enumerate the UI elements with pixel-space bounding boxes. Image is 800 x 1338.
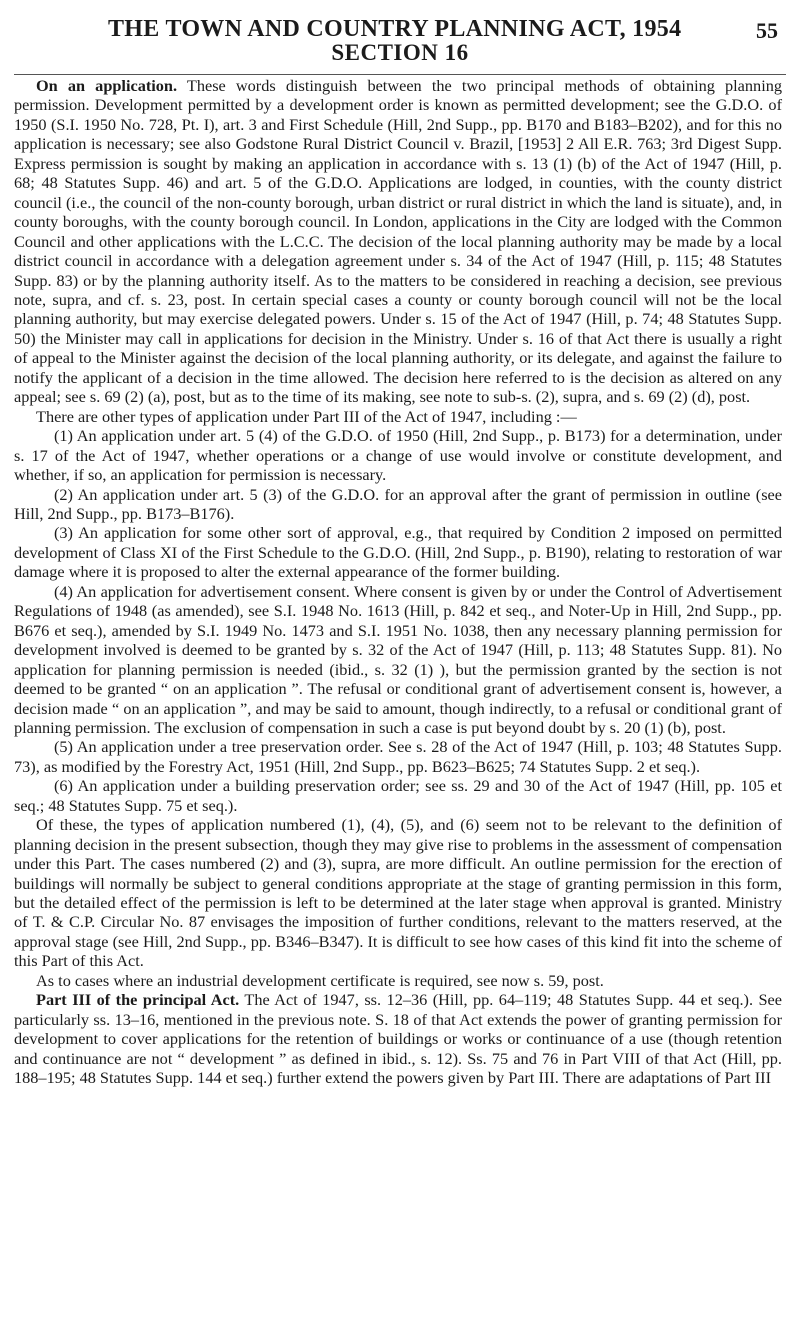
paragraph [14,523,782,581]
paragraph-text: (4) An application for advertisement consent. Where consent is given by or under the Control of Advertisement Regulations of 1948 (as amended), see S.I. 1948 No. 1613 (Hill, p. 842 et seq., and Noter-Up in Hill, 2nd Supp., pp. B676 et seq.), amended by S.I. 1949 No. 1473 and S.I. 1951 No. 1038, then any necessary planning permission for development involved is deemed to be granted by s. 32 of the Act of 1947 (Hill, p. 113; 48 Statutes Supp. 81). No application for planning permission is needed (ibid., s. 32 (1) ), but the permission granted by the section is not deemed to be granted “ on an application ”. The refusal or conditional grant of advertisement consent is, however, a decision made “ on an application ”, and may be said to amount, though indirectly, to a refusal or conditional grant of planning permission. The exclusion of compensation in such a case is put beyond doubt by s. 20 (1) (b), post. [14,581,782,737]
paragraph-text: (2) An application under art. 5 (3) of the G.D.O. for an approval after the grant of permission in outline (see Hill, 2nd Supp., pp. B173–B176). [14,484,782,523]
paragraph [14,776,782,815]
paragraph-text: There are other types of application under Part III of the Act of 1947, including :— [36,406,577,426]
paragraph-lead: On an application. [36,76,178,95]
paragraph-text: (3) An application for some other sort of approval, e.g., that required by Condition 2 imposed on permitted development of Class XI of the First Schedule to the G.D.O. (Hill, 2nd Supp., p. B190), relating to restoration of war damage where it is proposed to alter the external appearance of the former building. [14,523,782,582]
paragraph [14,407,782,426]
header-rule [14,74,786,75]
paragraph-text: These words distinguish between the two principal methods of obtaining planning permission. Development permitted by a development order is known as permitted development; see the G.D.O. of 1950 (S.I. 1950 No. 728, Pt. I), art. 3 and First Schedule (Hill, 2nd Supp., pp. B170 and B183–B202), and for this no application is necessary; see also Godstone Rural District Council v. Brazil, [1953] 2 All E.R. 763; 3rd Digest Supp. Express permission is sought by making an application in accordance with s. 13 (1) (b) of the Act of 1947 (Hill, p. 68; 48 Statutes Supp. 46) and art. 5 of the G.D.O. Applications are lodged, in counties, with the county district council (i.e., the council of the non-county borough, urban district or rural district in which the land is situate), and, in county boroughs, with the county borough council. In London, applications in the City are lodged with the Common Council and other applications with the L.C.C. The decision of the local planning authority may be made by a local district council in accordance with a delegation agreement under s. 34 of the Act of 1947 (Hill, p. 115; 48 Statutes Supp. 83) or by the planning authority itself. As to the matters to be considered in reaching a decision, see previous note, supra, and cf. s. 23, post. In certain special cases a county or county borough council will not be the local planning authority, but may exercise delegated powers. Under s. 15 of the Act of 1947 (Hill, p. 74; 48 Statutes Supp. 50) the Minister may call in applications for decision in the Ministry. Under s. 16 of that Act there is usually a right of appeal to the Minister against the decision of the local planning authority, or its delegate, and against the failure to notify the applicant of a decision in the time allowed. The decision here referred to is the decision as altered on any appeal; see s. 69 (2) (a), post, but as to the time of its making, see note to sub-s. (2), supra, and s. 69 (2) (d), post. [14,76,782,407]
page-number: 55 [756,18,778,43]
paragraph [14,485,782,524]
paragraph [14,737,782,776]
paragraph [14,582,782,738]
paragraph-text: As to cases where an industrial development certificate is required, see now s. 59, post. [36,970,604,990]
paragraph-text: The Act of 1947, ss. 12–36 (Hill, pp. 64–119; 48 Statutes Supp. 44 et seq.). See particularly ss. 13–16, mentioned in the previous note. S. 18 of that Act extends the power of granting permission for development to cover applications for the retention of buildings or works or continuance of a use (though retention and continuance are not “ development ” as defined in ibid., s. 12). Ss. 75 and 76 in Part VIII of that Act (Hill, pp. 188–195; 48 Statutes Supp. 144 et seq.) further extend the powers given by Part III. There are adaptations of Part III [14,990,782,1088]
paragraph [14,815,782,971]
paragraph-text: (6) An application under a building preservation order; see ss. 29 and 30 of the Act of 1947 (Hill, pp. 105 et seq.; 48 Statutes Supp. 75 et seq.). [14,776,782,815]
annotation-body [14,76,782,1088]
page-header [0,16,800,68]
section-heading: SECTION 16 [331,40,469,65]
paragraph-text: Of these, the types of application numbered (1), (4), (5), and (6) seem not to be relevant to the definition of planning decision in the present subsection, though they may give rise to problems in the assessment of compensation under this Part. The cases numbered (2) and (3), supra, are more difficult. An outline permission for the erection of buildings will normally be subject to general conditions appropriate at the stage of granting permission in this form, but the detailed effect of the permission is left to be determined at the later stage when approval is granted. Ministry of T. & C.P. Circular No. 87 envisages the imposition of further conditions, relevant to the matters reserved, at the approval stage (see Hill, 2nd Supp., pp. B346–B347). It is difficult to see how cases of this kind fit into the scheme of this Part of this Act. [14,815,782,971]
paragraph [14,971,782,990]
paragraph-lead: Part III of the principal Act. [36,990,240,1010]
paragraph [14,990,782,1087]
paragraph-text: (5) An application under a tree preservation order. See s. 28 of the Act of 1947 (Hill, p. 103; 48 Statutes Supp. 73), as modified by the Forestry Act, 1951 (Hill, 2nd Supp., pp. B623–B625; 74 Statutes Supp. 2 et seq.). [14,737,782,776]
paragraph [14,426,782,484]
paragraph-text: (1) An application under art. 5 (4) of the G.D.O. of 1950 (Hill, 2nd Supp., p. B173) for a determination, under s. 17 of the Act of 1947, whether operations or a change of use would involve or constitute development, and whether, if so, an application for permission is necessary. [14,426,782,485]
running-title: THE TOWN AND COUNTRY PLANNING ACT, 1954 [108,16,682,42]
paragraph [14,76,782,407]
